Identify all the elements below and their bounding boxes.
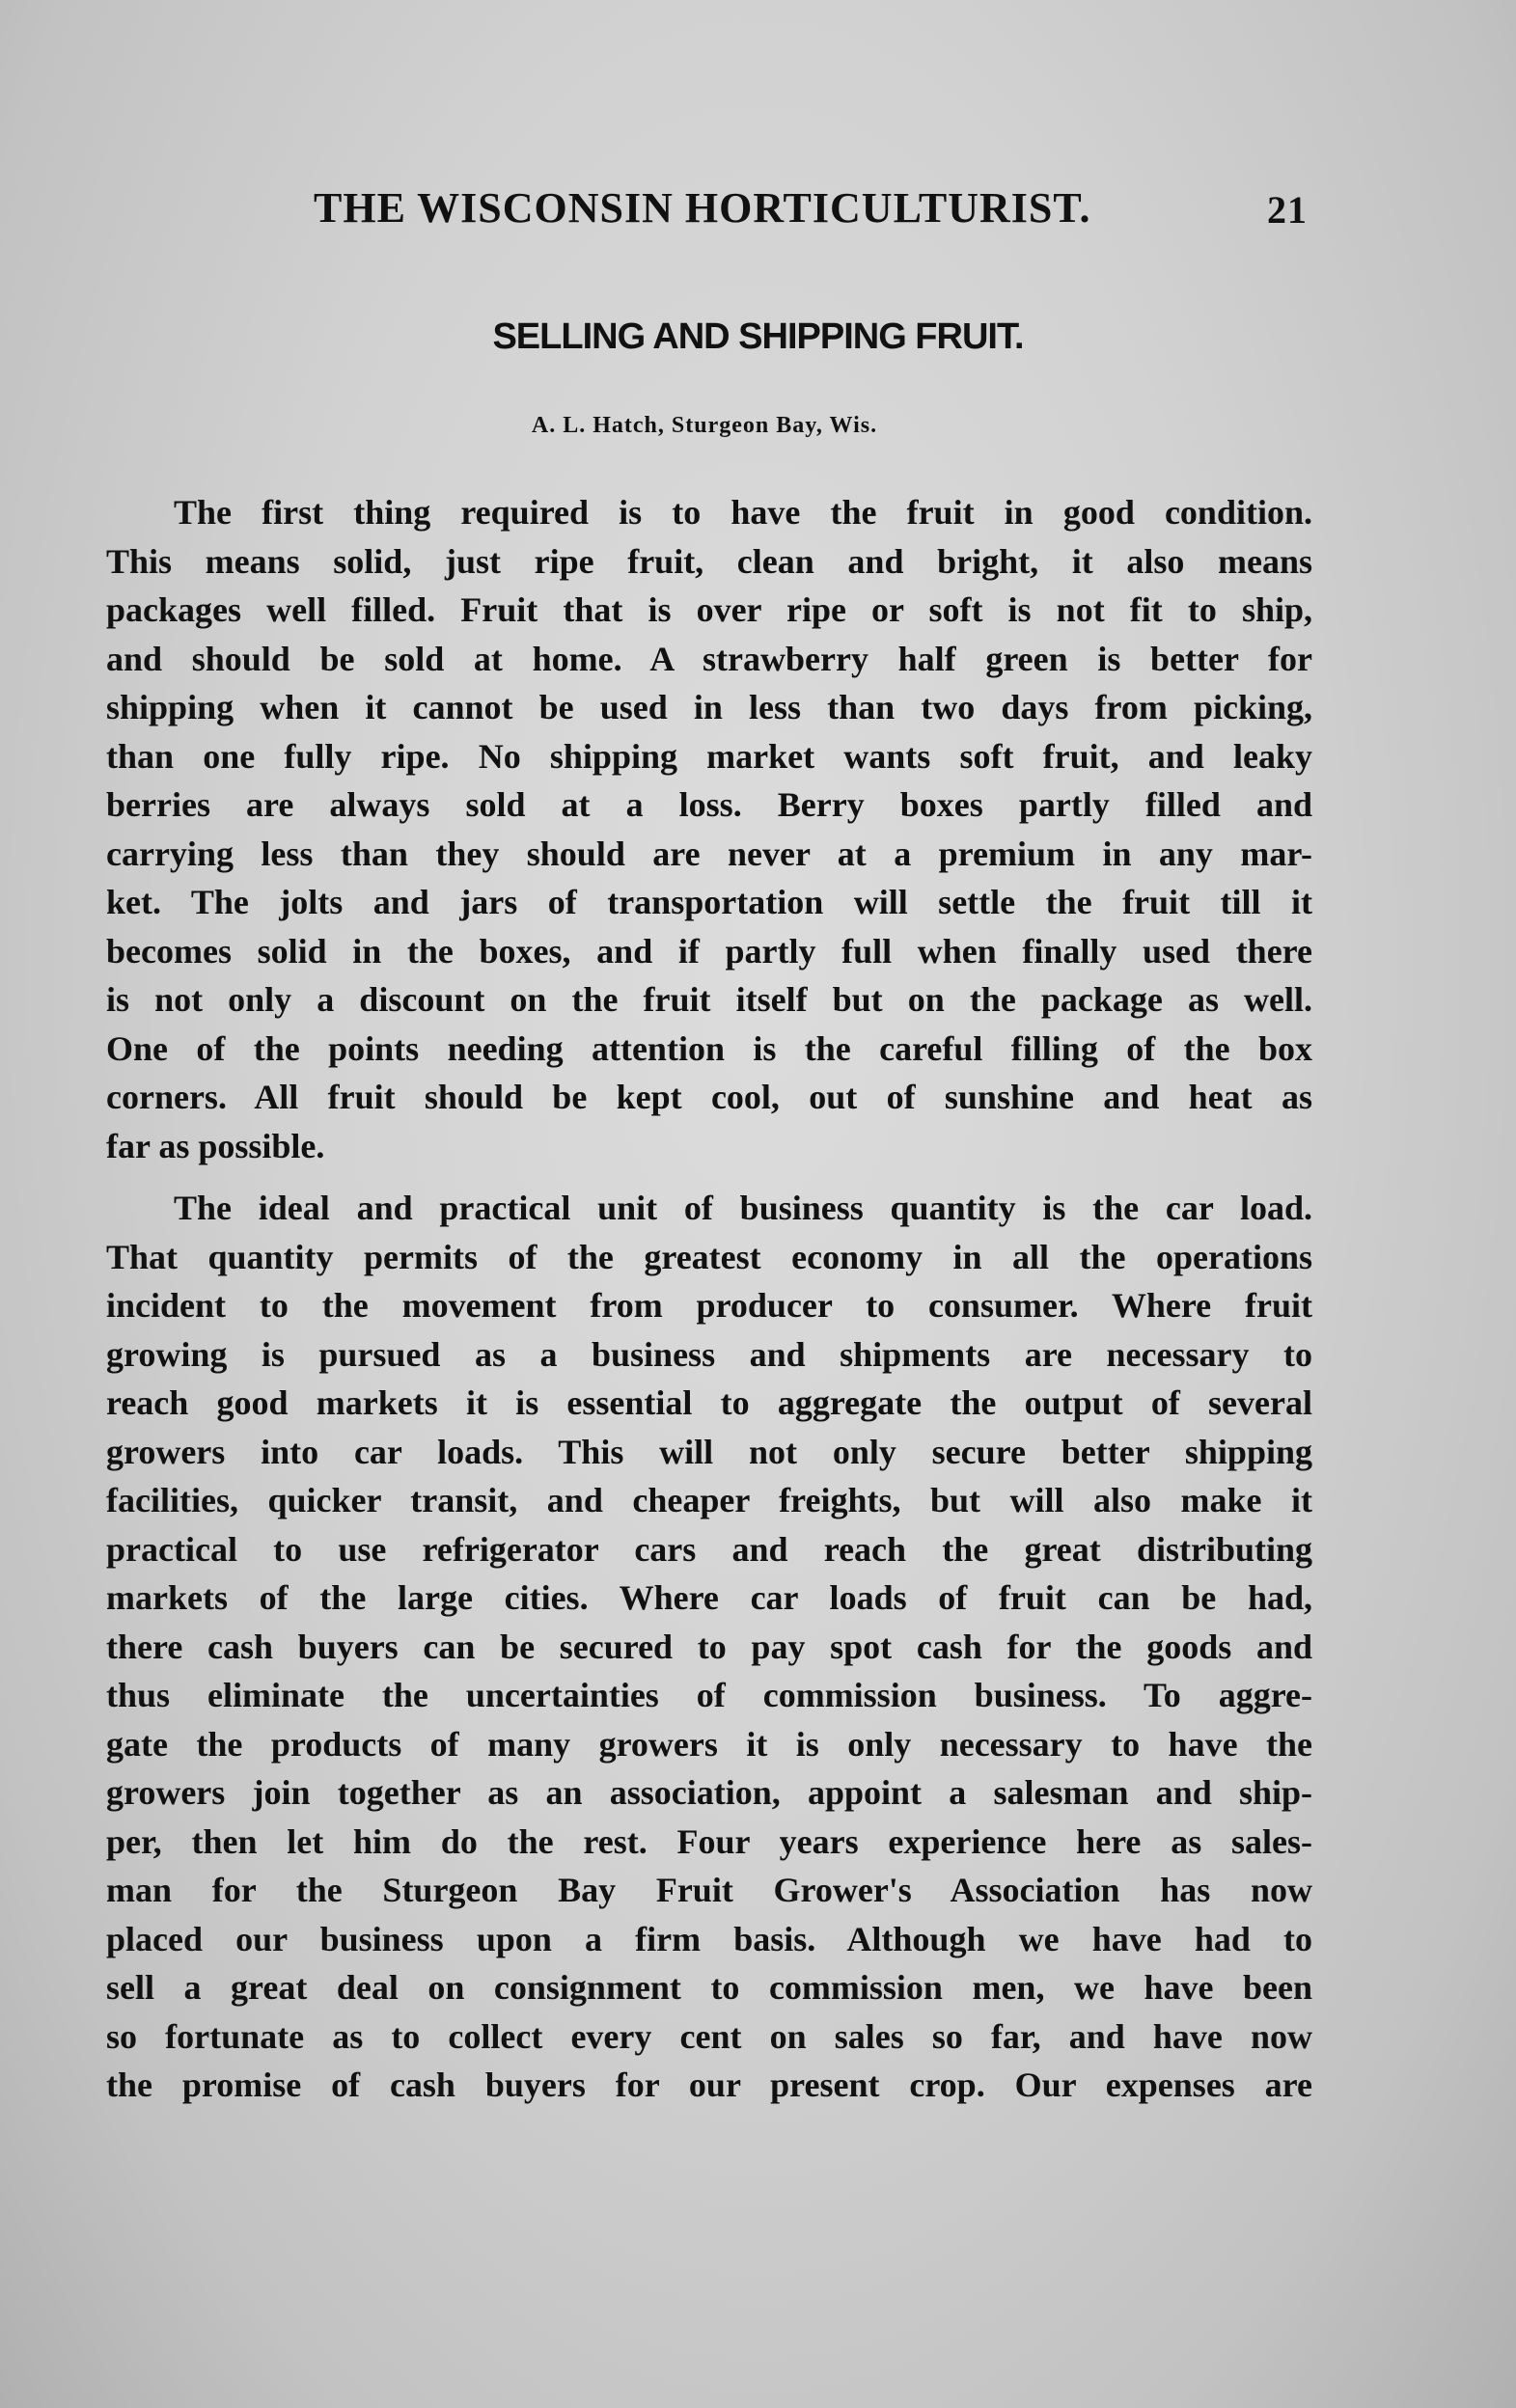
paragraph-line: per, then let him do the rest. Four years experience here as sales- bbox=[106, 1821, 1312, 1861]
article-body bbox=[106, 488, 1312, 2110]
paragraph-line: is not only a discount on the fruit itself but on the package as well. bbox=[106, 980, 1312, 1019]
paragraph-line: shipping when it cannot be used in less than two days from picking, bbox=[106, 688, 1312, 726]
page-number: 21 bbox=[1267, 188, 1308, 232]
paragraph-line: markets of the large cities. Where car loads of fruit can be had, bbox=[106, 1578, 1312, 1617]
paragraph-line: packages well filled. Fruit that is over ripe or soft is not fit to ship, bbox=[106, 590, 1312, 629]
paragraph-2 bbox=[106, 1184, 1312, 2110]
paragraph-line: incident to the movement from producer to consumer. Where fruit bbox=[106, 1286, 1312, 1325]
paragraph-line: corners. All fruit should be kept cool, out of sunshine and heat as bbox=[106, 1078, 1312, 1116]
article-title: SELLING AND SHIPPING FRUIT. bbox=[492, 316, 1024, 357]
paragraph-line: The ideal and practical unit of business quantity is the car load. bbox=[174, 1189, 1312, 1227]
article-byline: A. L. Hatch, Sturgeon Bay, Wis. bbox=[531, 413, 878, 438]
running-title: THE WISCONSIN HORTICULTURIST. bbox=[314, 184, 1091, 232]
paragraph-line: man for the Sturgeon Bay Fruit Grower's Association has now bbox=[106, 1871, 1312, 1909]
paragraph-line: there cash buyers can be secured to pay spot cash for the goods and bbox=[106, 1627, 1312, 1666]
paragraph-line: growers join together as an association, appoint a salesman and ship- bbox=[106, 1773, 1312, 1812]
paragraph-line: the promise of cash buyers for our present crop. Our expenses are bbox=[106, 2066, 1312, 2104]
paragraph-line: ket. The jolts and jars of transportation will settle the fruit till it bbox=[106, 883, 1312, 921]
paragraph-line: reach good markets it is essential to aggregate the output of several bbox=[106, 1383, 1312, 1422]
paragraph-line: One of the points needing attention is the careful filling of the box bbox=[106, 1028, 1312, 1068]
paragraph-line: becomes solid in the boxes, and if partly full when finally used there bbox=[106, 931, 1312, 971]
paragraph-1 bbox=[106, 488, 1312, 1170]
paragraph-line: facilities, quicker transit, and cheaper freights, but will also make it bbox=[106, 1481, 1312, 1519]
paragraph-line: so fortunate as to collect every cent on sales so far, and have now bbox=[106, 2016, 1312, 2056]
paragraph-line: carrying less than they should are never at a premium in any mar- bbox=[106, 834, 1312, 873]
paragraph-line: thus eliminate the uncertainties of commission business. To aggre- bbox=[106, 1676, 1312, 1714]
paragraph-line: sell a great deal on consignment to commission men, we have been bbox=[106, 1968, 1312, 2007]
paragraph-line: growing is pursued as a business and shipments are necessary to bbox=[106, 1334, 1312, 1374]
paragraph-line: berries are always sold at a loss. Berry boxes partly filled and bbox=[106, 785, 1312, 824]
paragraph-line: This means solid, just ripe fruit, clean and bright, it also means bbox=[106, 541, 1312, 581]
paragraph-line: placed our business upon a firm basis. Although we have had to bbox=[106, 1919, 1312, 1958]
paragraph-line: growers into car loads. This will not only secure better shipping bbox=[106, 1432, 1312, 1471]
running-head bbox=[314, 183, 1317, 241]
paragraph-line: and should be sold at home. A strawberry half green is better for bbox=[106, 639, 1312, 678]
paragraph-line: gate the products of many growers it is only necessary to have the bbox=[106, 1724, 1312, 1764]
paragraph-line: practical to use refrigerator cars and reach the great distributing bbox=[106, 1529, 1312, 1569]
paragraph-line: far as possible. bbox=[106, 1126, 325, 1165]
paragraph-line: The first thing required is to have the fruit in good condition. bbox=[174, 493, 1312, 532]
paragraph-line: than one fully ripe. No shipping market wants soft fruit, and leaky bbox=[106, 736, 1312, 776]
paragraph-line: That quantity permits of the greatest economy in all the operations bbox=[106, 1237, 1312, 1276]
